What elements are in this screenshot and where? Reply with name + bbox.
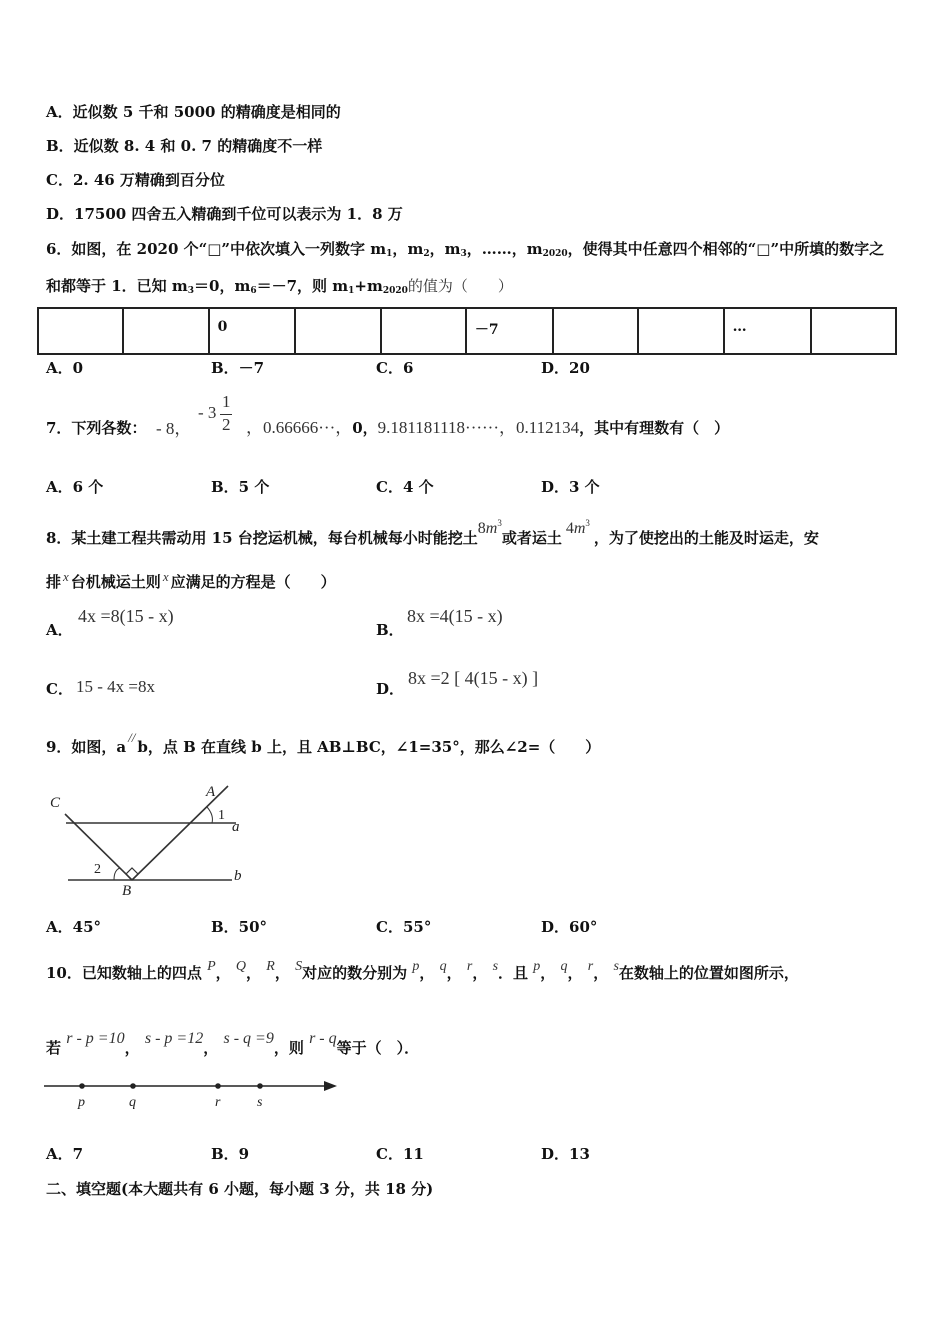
q9-figure — [40, 780, 250, 900]
q8-stem-line1: 8．某土建工程共需动用 15 台挖运机械，每台机械每小时能挖土$8m^3$或者运土$4m^3$，为了使挖出的土能及时运走，安 — [46, 518, 819, 547]
q7-option-b: B．5 个 — [211, 478, 270, 496]
q10-number-line — [44, 1076, 344, 1116]
grid-cell — [123, 308, 208, 354]
q9-option-d: D．60° — [541, 918, 598, 936]
label-q: q — [129, 1095, 136, 1110]
grid-cell: 0 — [209, 308, 296, 354]
q7-option-c: C．4 个 — [376, 478, 434, 496]
q8-option-a-label: A． — [46, 621, 73, 639]
grid-cell — [811, 308, 896, 354]
q10-option-a: A．7 — [46, 1145, 84, 1163]
q8-option-b-equation: 8x =4(15 - x) — [407, 606, 503, 626]
grid-cell: －7 — [466, 308, 553, 354]
section-heading: 二、填空题(本大题共有 6 小题，每小题 3 分，共 18 分) — [46, 1180, 434, 1198]
grid-cell — [38, 308, 123, 354]
q8-option-c-label: C． — [46, 680, 73, 698]
grid-cell — [381, 308, 466, 354]
q5-option-b: B．近似数 8. 4 和 0. 7 的精确度不一样 — [46, 137, 323, 155]
point-r — [215, 1083, 221, 1089]
point-q — [130, 1083, 136, 1089]
label-b-point: B — [122, 883, 132, 899]
q8-option-d-equation: 8x =2 [ 4(15 - x) ] — [408, 668, 539, 688]
grid-cell — [638, 308, 723, 354]
q8-option-d-label: D． — [376, 680, 405, 698]
q6-stem-line1: 6．如图，在 2020 个“□”中依次填入一列数字 $m_1$，$m_2$，$m_3$，……，$m_{2020}$，使得其中任意四个相邻的“□”中所填的数字之 — [46, 240, 885, 259]
q6-option-a: A．0 — [46, 359, 84, 377]
label-line-b: b — [234, 868, 242, 884]
label-1: 1 — [218, 808, 225, 823]
q7-option-a: A．6 个 — [46, 478, 104, 496]
label-p: p — [78, 1095, 85, 1110]
q5-option-d: D．17500 四舍五入精确到千位可以表示为 1．8 万 — [46, 205, 403, 223]
q10-stem-line2: 若 r - p =10， s - p =12， s - q =9，则 r - q等于（ ）． — [46, 1030, 420, 1057]
q8-stem-line2: 排 x 台机械运土则 x 应满足的方程是（ ） — [46, 569, 336, 591]
q9-option-b: B．50° — [211, 918, 268, 936]
q6-stem-line2: 和都等于 1．已知 $m_3=0$，$m_6=-7$，则 $m_1+m_{2020}$的值为（ ） — [46, 277, 513, 296]
segment-ba — [132, 786, 228, 880]
q7-mixed-fraction: - 3 1 2 — [198, 392, 231, 434]
label-r: r — [215, 1095, 221, 1110]
q7-numbers: ，0.66666···，0，9.181181118······，0.112134，其中有理数有（ ） — [246, 418, 730, 437]
q9-stem: 9．如图，a//b，点 B 在直线 b 上，且 AB⊥BC，∠1=35°，那么∠2=（ ） — [46, 730, 601, 756]
q9-option-c: C．55° — [376, 918, 432, 936]
q7-option-d: D．3 个 — [541, 478, 600, 496]
label-c: C — [50, 795, 61, 811]
q6-number-grid — [37, 307, 897, 355]
q10-option-d: D．13 — [541, 1145, 590, 1163]
grid-cell: … — [724, 308, 811, 354]
q8-option-b-label: B． — [376, 621, 404, 639]
q9-option-a: A．45° — [46, 918, 102, 936]
grid-cell — [295, 308, 380, 354]
q7-prefix: 7．下列各数： — [46, 419, 147, 437]
q8-option-c-equation: 15 - 4x =8x — [76, 677, 155, 696]
label-a-point: A — [206, 784, 216, 800]
q6-option-d: D．20 — [541, 359, 590, 377]
q5-option-c: C．2. 46 万精确到百分位 — [46, 171, 225, 189]
q5-option-a: A．近似数 5 千和 5000 的精确度是相同的 — [46, 103, 341, 121]
label-s: s — [257, 1095, 263, 1110]
q6-option-b: B．－7 — [211, 359, 265, 377]
grid-cell — [553, 308, 638, 354]
angle-2-arc — [114, 868, 120, 880]
q10-option-b: B．9 — [211, 1145, 250, 1163]
label-line-a: a — [232, 819, 240, 835]
right-angle-mark — [126, 868, 138, 880]
point-s — [257, 1083, 263, 1089]
q10-stem-line1: 10．已知数轴上的四点 P， Q， R， S对应的数分别为 p， q， r， s．且 p， q， r， s在数轴上的位置如图所示， — [46, 959, 799, 982]
q8-option-a-equation: 4x =8(15 - x) — [78, 606, 174, 626]
angle-1-arc — [207, 807, 212, 823]
q10-option-c: C．11 — [376, 1145, 424, 1163]
q6-option-c: C．6 — [376, 359, 414, 377]
q7-number-neg8: - 8， — [156, 419, 192, 438]
label-2: 2 — [94, 862, 101, 877]
point-p — [79, 1083, 85, 1089]
